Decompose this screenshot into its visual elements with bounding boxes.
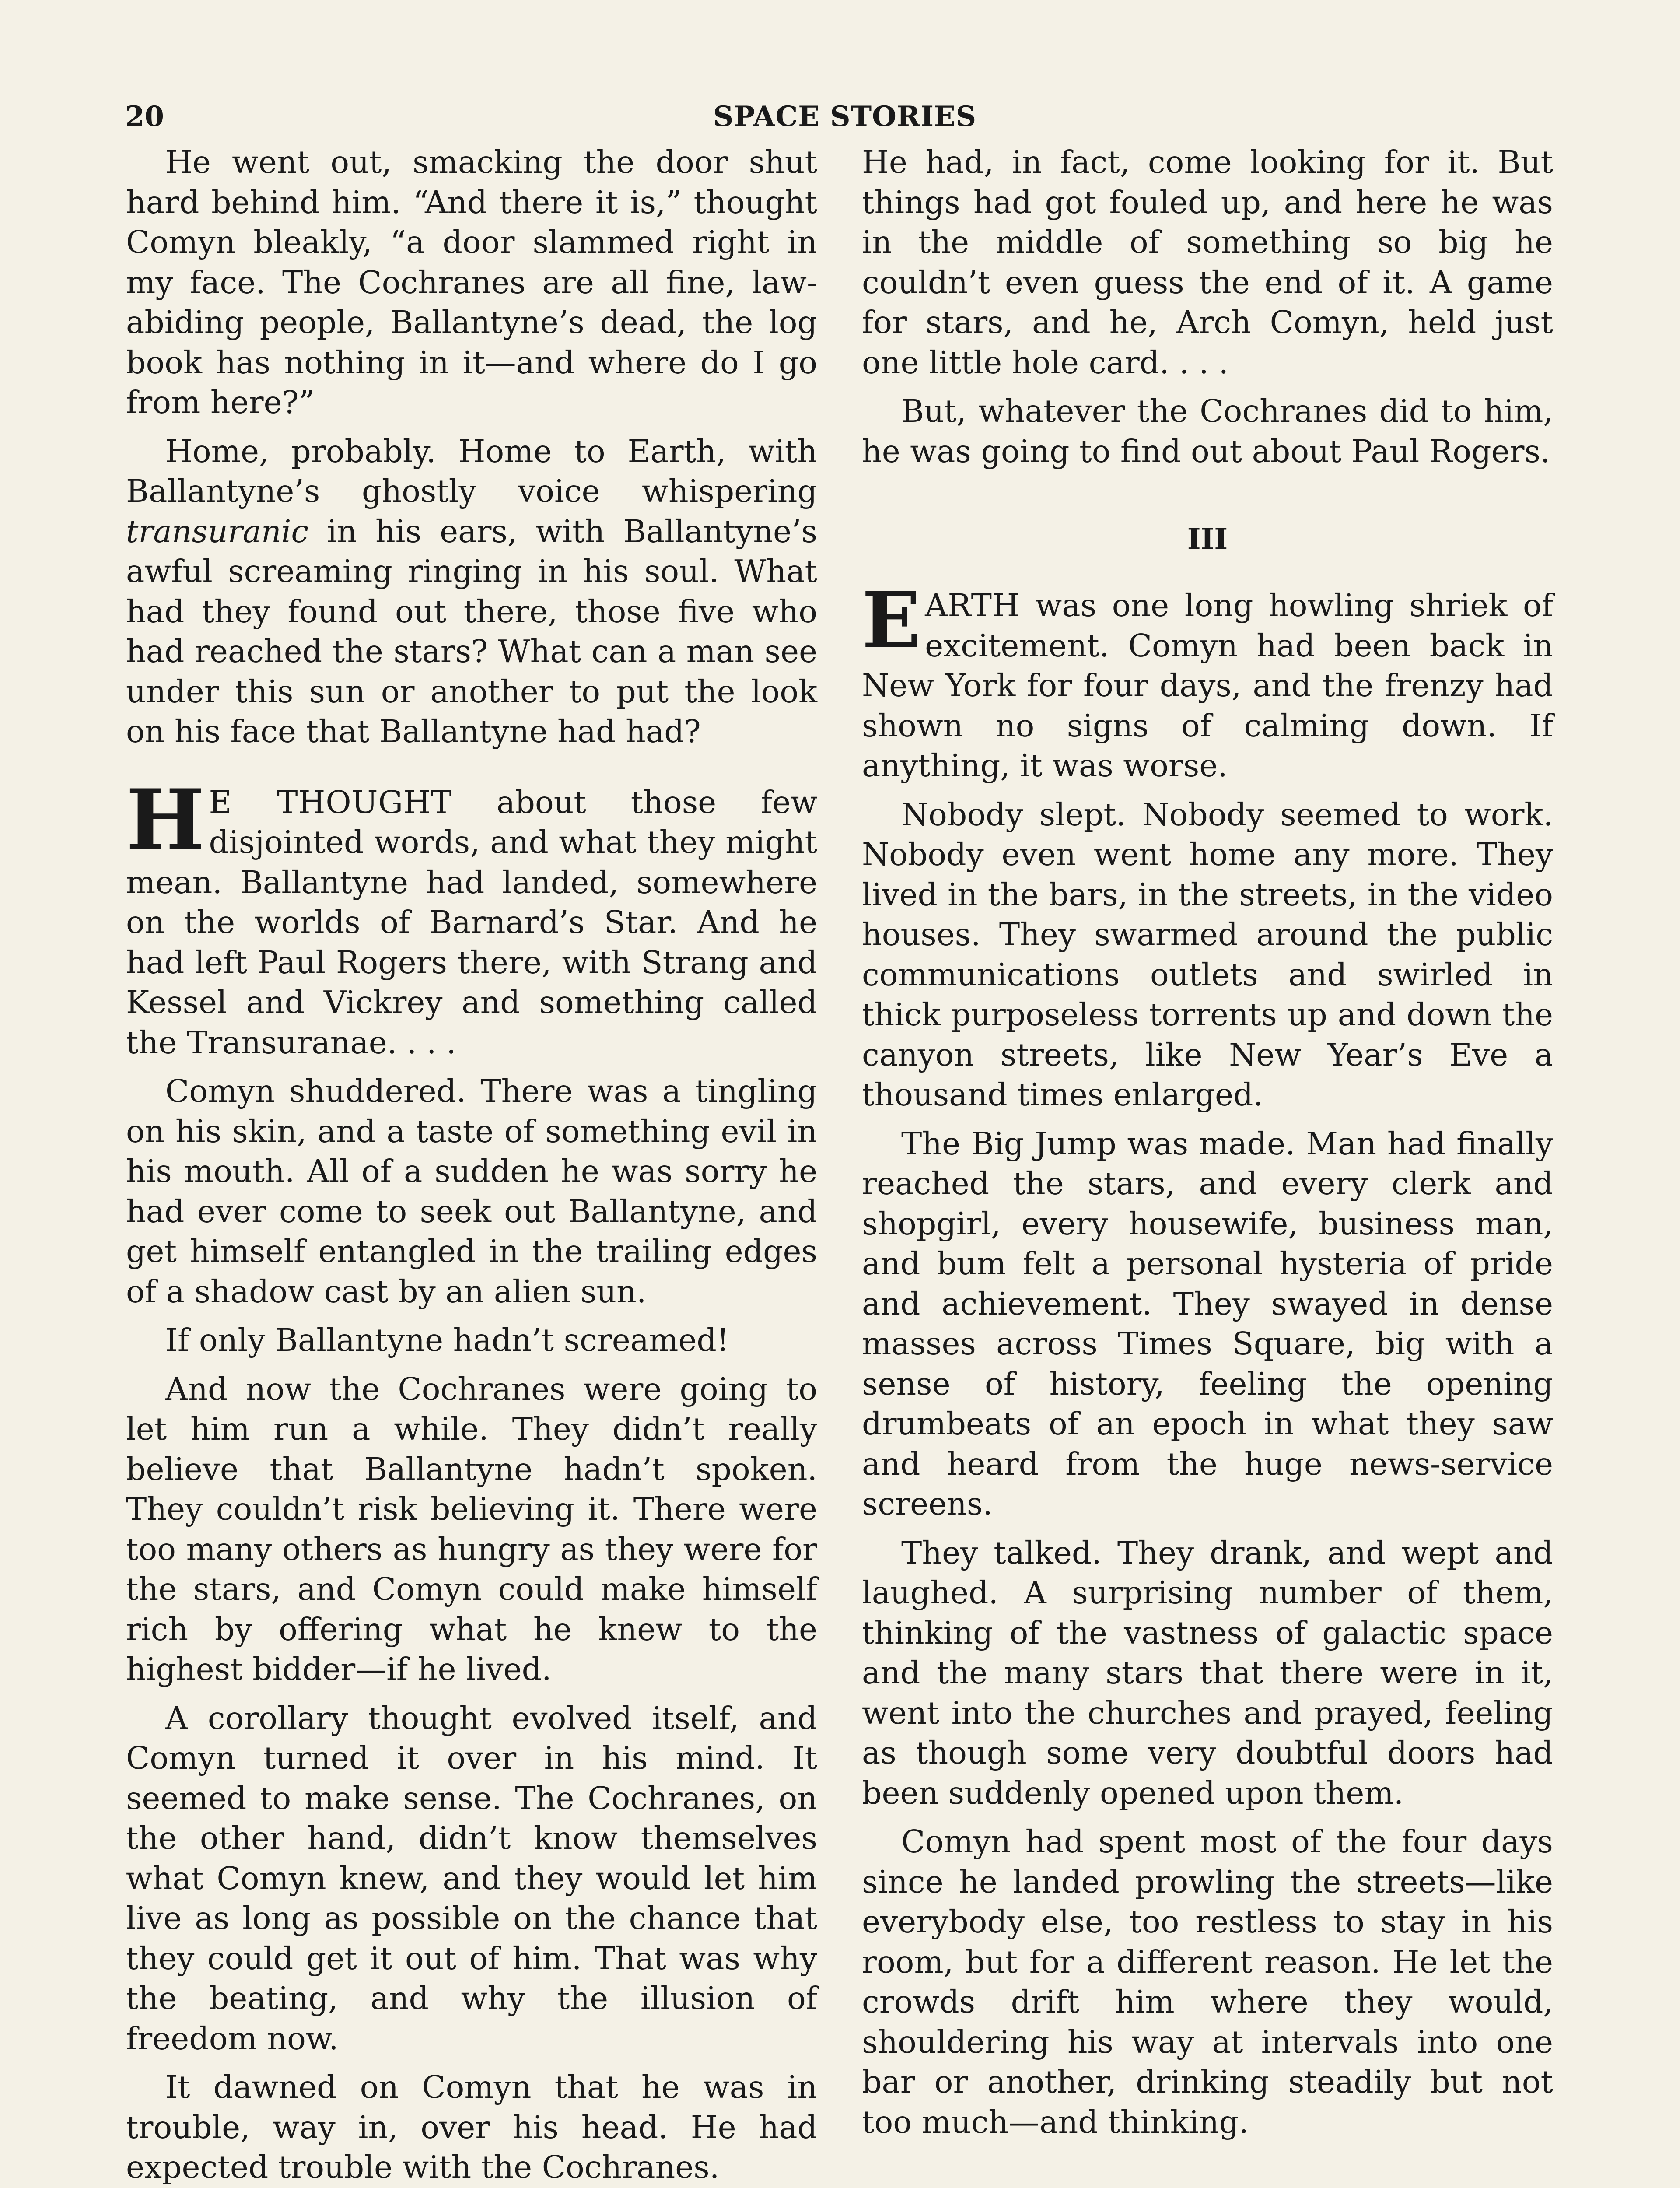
left-column: [126, 142, 817, 2188]
page-number: 20: [125, 100, 164, 133]
section-gap: [126, 752, 817, 782]
paragraph-dropcap: H E THOUGHT about those few disjointed words, and what they might mean. Ballantyne had landed, somewhere on the worlds of Barnard’s Star. And he had left Paul Rogers there, with Strang and Kessel and Vickrey and something called the Transuranae. . . .: [126, 771, 817, 1061]
paragraph: Nobody slept. Nobody seemed to work. Nobody even went home any more. They lived in the bars, in the streets, in the video houses. They swarmed around the public communications outlets and swirled in thick purposeless torrents up and down the canyon streets, like New Year’s Eve a thousand times enlarged.: [862, 796, 1553, 1113]
drop-cap: E: [862, 575, 921, 666]
paragraph: It dawned on Comyn that he was in trouble, way in, over his head. He had expected trouble with the Cochranes.: [126, 2069, 817, 2185]
paragraph: He went out, smacking the door shut hard behind him. “And there it is,” thought Comyn bleakly, “a door slammed right in my face. The Cochranes are all fine, law-abiding people, Ballantyne’s dead, the log book has nothing in it—and where do I go from here?”: [126, 144, 817, 421]
paragraph: He had, in fact, come looking for it. But things had got fouled up, and here he was in the middle of something so big he couldn’t even guess the end of it. A game for stars, and he, Arch Comyn, held just one little hole card. . . .: [862, 144, 1553, 381]
paragraph: A corollary thought evolved itself, and Comyn turned it over in his mind. It seemed to make sense. The Cochranes, on the other hand, didn’t know themselves what Comyn knew, and they would let him live as long as possible on the chance that they could get it out of him. That was why the beating, and why the illusion of freedom now.: [126, 1700, 817, 2057]
paragraph: They talked. They drank, and wept and laughed. A surprising number of them, thinking of the vastness of galactic space and the many stars that there were in it, went into the churches and prayed, feeling as though some very doubtful doors had been suddenly opened upon them.: [862, 1534, 1553, 1811]
paragraph: But, whatever the Cochranes did to him, he was going to find out about Paul Rogers.: [862, 393, 1553, 470]
paragraph: And now the Cochranes were going to let him run a while. They didn’t really believe that Ballantyne hadn’t spoken. They couldn’t risk believing it. There were too many others as hungry as they were for the stars, and Comyn could make himself rich by offering what he knew to the highest bidder—if he lived.: [126, 1371, 817, 1687]
paragraph: If only Ballantyne hadn’t screamed!: [165, 1322, 729, 1358]
right-column: [862, 142, 1553, 2151]
running-title: SPACE STORIES: [713, 100, 977, 133]
paragraph: Comyn had spent most of the four days since he landed prowling the streets—like everybody else, too restless to stay in his room, but for a different reason. He let the crowds drift him where they would, shouldering his way at intervals into one bar or another, drinking steadily but not too much—and thinking.: [862, 1823, 1553, 2140]
section-heading: III: [1187, 522, 1228, 556]
paragraph-dropcap: EARTH was one long howling shriek of excitement. Comyn had been back in New York for four days, and the frenzy had shown no signs of calming down. If anything, it was worse.: [862, 575, 1553, 784]
paragraph: Home, probably. Home to Earth, with Ballantyne’s ghostly voice whispering transuranic in his ears, with Ballantyne’s awful screaming ringing in his soul. What had they found out there, those five who had reached the stars? What can a man see under this sun or another to put the look on his face that Ballantyne had had?: [126, 433, 817, 750]
paragraph: The Big Jump was made. Man had finally reached the stars, and every clerk and shopgirl, every housewife, business man, and bum felt a personal hysteria of pride and achievement. They swayed in dense masses across Times Square, big with a sense of history, feeling the opening drumbeats of an epoch in what they saw and heard from the huge news-service screens.: [862, 1125, 1553, 1522]
paragraph: Comyn shuddered. There was a tingling on his skin, and a taste of something evil in his mouth. All of a sudden he was sorry he had ever come to seek out Ballantyne, and get himself entangled in the trailing edges of a shadow cast by an alien sun.: [126, 1073, 817, 1310]
drop-cap: H: [126, 771, 205, 869]
page-header: [125, 97, 1564, 137]
italic-word: transuranic: [126, 513, 309, 550]
